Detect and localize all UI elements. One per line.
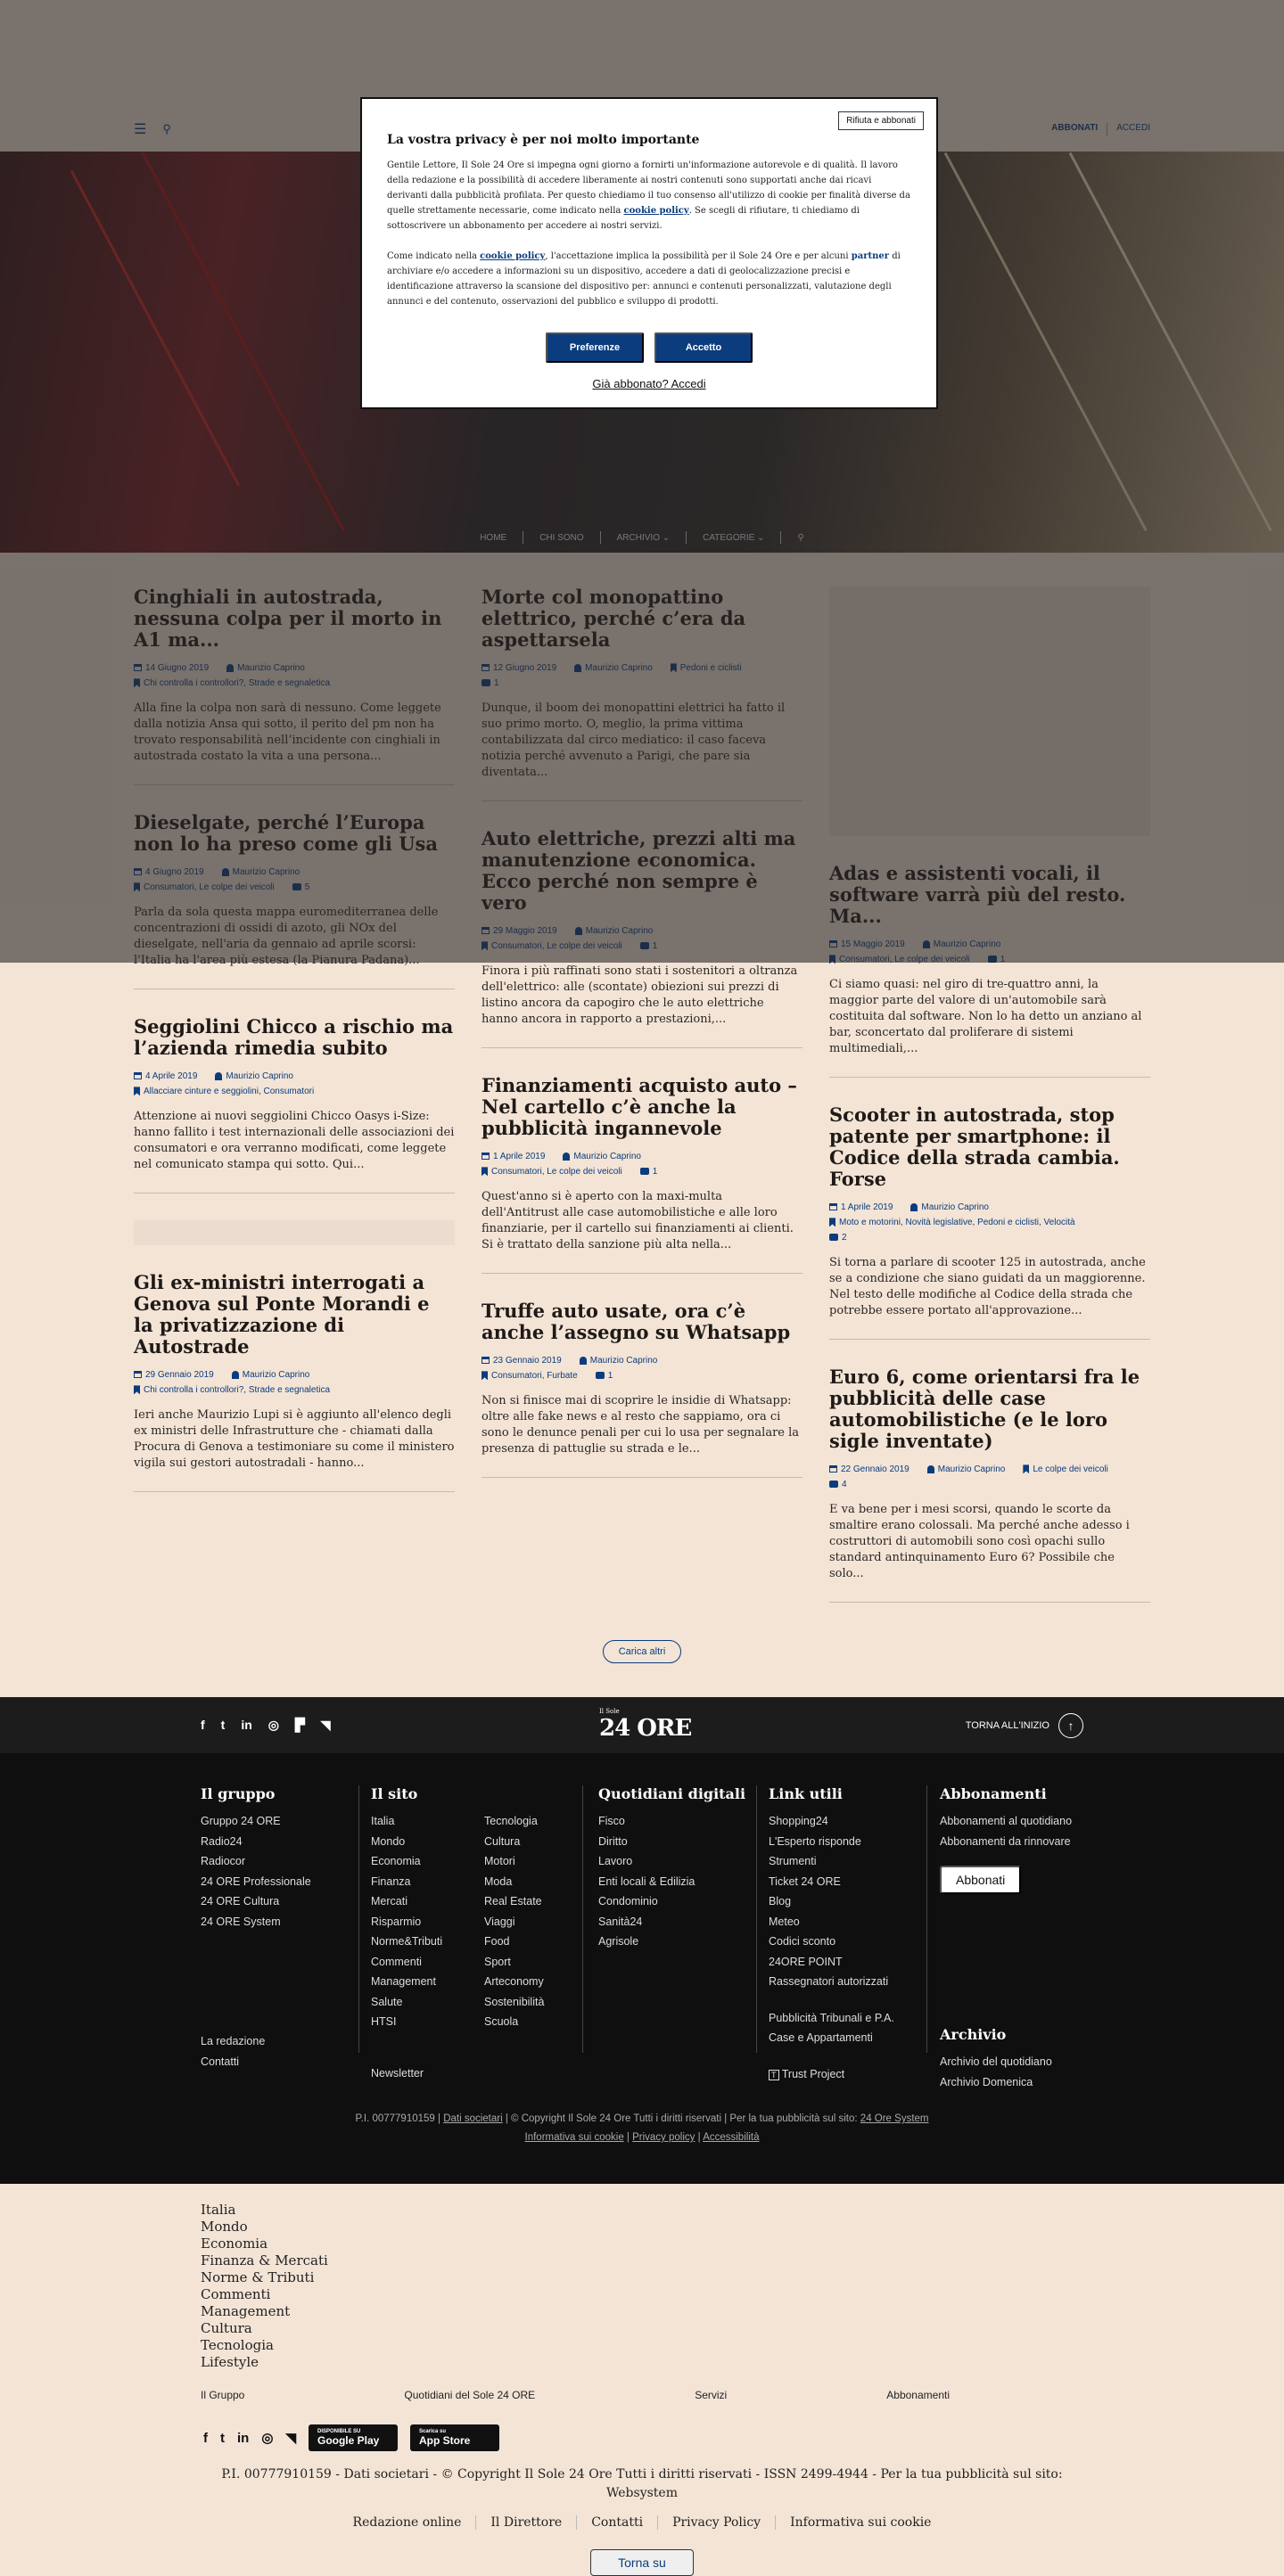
bookmark-icon: [829, 1218, 835, 1226]
user-icon: [232, 1371, 239, 1379]
calendar-icon: [829, 1203, 837, 1210]
modal-paragraph-2: Come indicato nella cookie policy, l'accettazione implica la possibilità per il Sole 24 Ore e per alcuni partner di archiviare e/o accedere a informazioni su un dispositivo, accedere a dati di geolocalizzazione precisi e identificazione attraverso la scansione del dispositivo per: annunci e contenuti personalizzati, valutazione degli annunci e del contenuto, osservazioni del pubblico e sviluppo di prodotti.: [387, 251, 901, 307]
article-title[interactable]: Scooter in autostrada, stop patente per smartphone: il Codice della strada cambia. Forse: [829, 1103, 1120, 1190]
calendar-icon: [829, 1465, 837, 1473]
secondary-footer-nav: Italia Mondo Economia Finanza & Mercati Norme & Tributi Commenti Management Cultura Tecnologia Lifestyle: [201, 2202, 328, 2370]
footer-col-gruppo: Il gruppo Gruppo 24 ORE Radio24 Radiocor 24 ORE Professionale 24 ORE Cultura 24 ORE System La redazione Contatti: [201, 1785, 311, 2068]
preferences-button[interactable]: Preferenze: [546, 332, 644, 363]
ad-placeholder: [134, 1220, 455, 1245]
comment-icon: [829, 1481, 838, 1488]
footer-col-sito: Il sito Italia Mondo Economia Finanza Mercati Risparmio Norme&Tributi Commenti Management Salute HTSI Tecnologia Cultura Motori Moda Real Estate Viaggi Food Sport Arteconomy Sostenibilità Scuola Newsletter: [371, 1785, 545, 2080]
secondary-footer-links: Redazione online Il Direttore Contatti Privacy Policy Informativa sui cookie: [352, 2515, 932, 2530]
footer-col-abbonamenti: Abbonamenti Abbonamenti al quotidiano Abbonamenti da rinnovare Abbonati Archivio Archivio del quotidiano Archivio Domenica: [940, 1785, 1073, 2088]
already-subscribed-login-link[interactable]: Già abbonato? Accedi: [592, 377, 706, 390]
footer-main: [0, 1753, 1284, 2184]
secondary-social-links: [203, 2424, 499, 2451]
cookie-policy-link[interactable]: cookie policy: [623, 206, 689, 216]
flipboard-icon[interactable]: ▛: [295, 1718, 305, 1732]
article-excerpt: Ci siamo quasi: nel giro di tre-quattro anni, la maggior parte del valore di un'automobile sarà costituita dal software. Non lo ha detto un anziano al bar, sconcertato dal proliferare di sistemi multimediali,...: [829, 978, 1142, 1055]
twitter-icon[interactable]: t: [220, 2430, 225, 2446]
calendar-icon: [482, 1153, 490, 1160]
bookmark-icon: [482, 1371, 488, 1380]
load-more-button[interactable]: Carica altri: [603, 1640, 681, 1663]
reject-and-subscribe-button[interactable]: Rifiuta e abbonati: [838, 111, 924, 130]
accessibility-link[interactable]: Accessibilità: [703, 2132, 760, 2143]
cookie-policy-link[interactable]: cookie policy: [480, 251, 546, 261]
footer-bar: [0, 1697, 1284, 1753]
linkedin-icon[interactable]: in: [237, 2430, 250, 2446]
ore-system-link[interactable]: 24 Ore System: [860, 2113, 929, 2124]
calendar-icon: [134, 1072, 142, 1079]
back-to-top-link[interactable]: TORNA ALL'INIZIO ↑: [966, 1713, 1083, 1738]
secondary-copyright: P.I. 00777910159 - Dati societari - © Copyright Il Sole 24 Ore Tutti i diritti riservati - ISSN 2499-4944 - Per la tua pubblicità sul sito: Websystem: [221, 2467, 1063, 2500]
user-icon: [927, 1465, 934, 1473]
article-title[interactable]: Truffe auto usate, ora c’è anche l’assegno su Whatsapp: [482, 1300, 791, 1343]
bookmark-icon: [482, 1167, 488, 1176]
user-icon: [215, 1072, 222, 1080]
article-card: Finanziamenti acquisto auto – Nel cartello c’è anche la pubblicità ingannevole 1 Aprile 2019 Maurizio Caprino Consumatori, Le colpe dei veicoli 1 Quest'anno si è aperto con la maxi-multa dell'Antitrust alle case automobilistiche e alle loro finanziarie, per il cartello sui finanziamenti ai clienti. Si è trattato della sanzione più alta nella...: [482, 1075, 802, 1274]
article-card: Gli ex-ministri interrogati a Genova sul Ponte Morandi e la privatizzazione di Autostrade 29 Gennaio 2019 Maurizio Caprino Chi controlla i controllori?, Strade e segnaletica Ieri anche Maurizio Lupi si è aggiunto all'elenco degli ex ministri delle Infrastrutture che - chiamati dalla Procura di Genova a testimoniare su come il ministero vigila sui gestori autostradali - hanno...: [134, 1272, 455, 1492]
linkedin-icon[interactable]: in: [241, 1718, 252, 1732]
cookie-info-link[interactable]: Informativa sui cookie: [524, 2132, 624, 2143]
article-title[interactable]: Finanziamenti acquisto auto – Nel cartello c’è anche la pubblicità ingannevole: [482, 1074, 797, 1139]
article-card: Euro 6, come orientarsi fra le pubblicità delle case automobilistiche (e le loro sigle inventate) 22 Gennaio 2019 Maurizio Caprino Le colpe dei veicoli 4 E va bene per i mesi scorsi, quando le scorte da smaltire erano colossali. Ma perché anche adesso i costruttori di automobili sono così opachi sullo standard antinquinamento Euro 6? Possibile che solo...: [829, 1366, 1150, 1603]
cookie-consent-modal: [360, 97, 938, 409]
article-excerpt: Finora i più raffinati sono stati i sostenitori a oltranza dell'elettrico: alle (scontate) obiezioni sui prezzi di listino ancora da capogiro che le auto elettriche hanno ancora in rapporto a prestazioni,...: [482, 964, 798, 1026]
article-title[interactable]: Euro 6, come orientarsi fra le pubblicità delle case automobilistiche (e le loro sigle inventate): [829, 1366, 1140, 1452]
rss-icon[interactable]: ◥: [285, 2431, 296, 2446]
article-title[interactable]: Seggiolini Chicco a rischio ma l’azienda rimedia subito: [134, 1015, 454, 1059]
article-excerpt: Non si finisce mai di scoprire le insidie di Whatsapp: oltre alle fake news e al resto che sappiamo, ora ci sono le denunce penali per cui lo usa per segnalare la presenza di pattuglie su strada e le...: [482, 1394, 800, 1456]
bookmark-icon: [134, 1385, 140, 1394]
rss-icon[interactable]: ◥: [320, 1718, 331, 1732]
arrow-up-icon: ↑: [1058, 1713, 1083, 1738]
user-icon: [910, 1203, 918, 1211]
back-to-top-button[interactable]: Torna su: [590, 2549, 694, 2576]
article-card: Seggiolini Chicco a rischio ma l’azienda rimedia subito 4 Aprile 2019 Maurizio Caprino Allacciare cinture e seggiolini, Consumatori Attenzione ai nuovi seggiolini Chicco Oasys i-Size: hanno fallito i test internazionali delle associazioni dei consumatori e ora verranno modificati, come leggete nel comunicato stampa qui sotto. Qui...: [134, 1016, 455, 1194]
footer-col-quotidiani: Quotidiani digitali Fisco Diritto Lavoro Enti locali & Edilizia Condominio Sanità24 Agrisole: [598, 1785, 746, 1948]
trust-project-icon: T: [769, 2070, 779, 2080]
twitter-icon[interactable]: t: [220, 1718, 226, 1732]
calendar-icon: [482, 1357, 490, 1364]
google-play-badge[interactable]: DISPONIBILE SU Google Play: [309, 2424, 398, 2451]
comment-icon: [829, 1234, 838, 1241]
calendar-icon: [134, 1371, 142, 1378]
article-excerpt: Ieri anche Maurizio Lupi si è aggiunto all'elenco degli ex ministri delle Infrastrutture che - chiamati dalla Procura di Genova a testimoniare su come il ministero vigila sui gestori autostradali - hanno...: [134, 1408, 455, 1470]
comment-icon: [596, 1372, 605, 1379]
company-data-link[interactable]: Dati societari: [443, 2113, 503, 2124]
user-icon: [580, 1357, 587, 1365]
modal-paragraph-1: Gentile Lettore, Il Sole 24 Ore si impegna ogni giorno a fornirti un'informazione autorevole e di qualità. Il lavoro della redazione e la possibilità di accedere liberamente ai nostri contenuti sono supportati anche dai ricavi derivanti dalla pubblicità profilata. Per questo chiediamo il tuo consenso all'utilizzo di cookie per finalità diverse da quelle strettamente necessarie, come indicato nella cookie policy. Se scegli di rifiutare, ti chiediamo di sottoscrivere un abbonamento per accedere ai nostri servizi.: [387, 160, 910, 231]
article-excerpt: Attenzione ai nuovi seggiolini Chicco Oasys i-Size: hanno fallito i test internazionali delle associazioni dei consumatori e ora verranno modificati, come leggete nel comunicato stampa qui sotto. Qui...: [134, 1110, 455, 1171]
article-excerpt: Quest'anno si è aperto con la maxi-multa dell'Antitrust alle case automobilistiche e alle loro finanziarie, per il cartello sui finanziamenti ai clienti. Si è trattato della sanzione più alta nella...: [482, 1190, 794, 1251]
partner-link[interactable]: partner: [851, 251, 890, 261]
privacy-policy-link[interactable]: Privacy policy: [632, 2132, 696, 2143]
subscribe-button[interactable]: Abbonati: [940, 1866, 1021, 1894]
article-card: Truffe auto usate, ora c’è anche l’assegno su Whatsapp 23 Gennaio 2019 Maurizio Caprino Consumatori, Furbate 1 Non si finisce mai di scoprire le insidie di Whatsapp: oltre alle fake news e al resto che sappiamo, ora ci sono le denunce penali per cui lo usa per segnalare la presenza di pattuglie su strada e le...: [482, 1300, 802, 1478]
facebook-icon[interactable]: f: [201, 1718, 205, 1732]
secondary-footer-sections: Il Gruppo Quotidiani del Sole 24 ORE Servizi Abbonamenti: [201, 2389, 950, 2401]
article-excerpt: Si torna a parlare di scooter 125 in autostrada, anche se a condizione che siano guidati da un maggiorenne. Nel testo delle modifiche al Codice della strada che potrebbe essere portato all'approvazione...: [829, 1256, 1146, 1317]
article-excerpt: E va bene per i mesi scorsi, quando le scorte da smaltire erano colossali. Ma perché anche adesso i costruttori di automobili sono così opachi sullo standard antinquinamento Euro 6? Possibile che solo...: [829, 1503, 1130, 1580]
app-store-badge[interactable]: Scarica su App Store: [410, 2424, 499, 2451]
bookmark-icon: [134, 1087, 140, 1095]
accept-button[interactable]: Accetto: [654, 332, 753, 363]
sole24ore-logo[interactable]: Il Sole 24 ORE: [599, 1708, 692, 1742]
bookmark-icon: [1023, 1464, 1029, 1473]
user-icon: [563, 1153, 570, 1161]
instagram-icon[interactable]: ◎: [268, 1718, 280, 1732]
footer-col-link-utili: Link utili Shopping24 L'Esperto risponde Strumenti Ticket 24 ORE Blog Meteo Codici sconto 24ORE POINT Rassegnatori autorizzati Pubblicità Tribunali e P.A. Case e Appartamenti T Trust Project: [769, 1785, 894, 2085]
article-card: Scooter in autostrada, stop patente per smartphone: il Codice della strada cambia. Forse 1 Aprile 2019 Maurizio Caprino Moto e motorini, Novità legislative, Pedoni e ciclisti, Velocità 2 Si torna a parlare di scooter 125 in autostrada, anche se a condizione che siano guidati da un maggiorenne. Nel testo delle modifiche al Codice della strada che potrebbe essere portato all'approvazione...: [829, 1104, 1150, 1340]
instagram-icon[interactable]: ◎: [261, 2431, 274, 2446]
secondary-footer: [0, 2184, 1284, 2575]
article-title[interactable]: Gli ex-ministri interrogati a Genova sul Ponte Morandi e la privatizzazione di Autostrade: [134, 1271, 430, 1358]
facebook-icon[interactable]: f: [203, 2430, 208, 2446]
modal-title: La vostra privacy è per noi molto importante: [387, 133, 700, 147]
footer-copyright: P.I. 00777910159 | Dati societari | © Copyright Il Sole 24 Ore Tutti i diritti riservati | Per la tua pubblicità sul sito: 24 Ore System Informativa sui cookie | Privacy policy | Accessibilità: [355, 2113, 929, 2143]
trust-project-link[interactable]: T Trust Project: [769, 2064, 894, 2086]
comment-icon: [640, 1168, 649, 1175]
